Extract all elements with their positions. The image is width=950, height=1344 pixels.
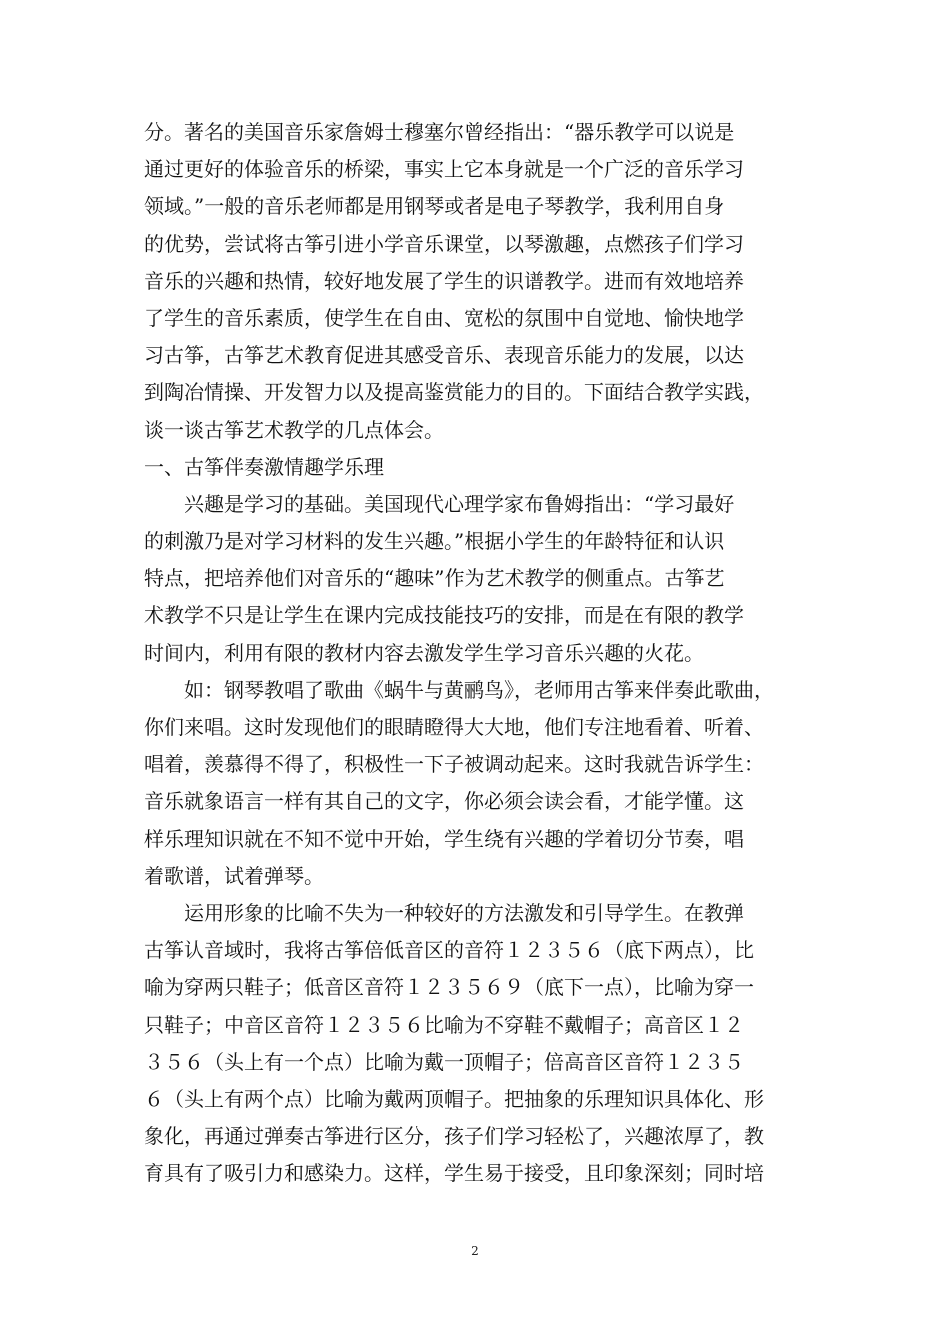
text-line: 习古筝，古筝艺术教育促进其感受音乐、表现音乐能力的发展，以达	[144, 343, 744, 368]
text-line: 育具有了吸引力和感染力。这样，学生易于接受，且印象深刻；同时培	[144, 1161, 764, 1186]
text-line: 唱着，羡慕得不得了，积极性一下子被调动起来。这时我就告诉学生：	[144, 752, 764, 777]
text-line: 着歌谱，试着弹琴。	[144, 863, 324, 888]
text-line: 时间内，利用有限的教材内容去激发学生学习音乐兴趣的火花。	[144, 640, 704, 665]
text-line: 到陶冶情操、开发智力以及提高鉴赏能力的目的。下面结合教学实践，	[144, 380, 764, 405]
text-line: 运用形象的比喻不失为一种较好的方法激发和引导学生。在教弹	[144, 900, 744, 925]
text-line: 音乐就象语言一样有其自己的文字，你必须会读会看，才能学懂。这	[144, 789, 744, 814]
page-number: 2	[471, 1244, 479, 1258]
text-line: 的刺激乃是对学习材料的发生兴趣。”根据小学生的年龄特征和认识	[144, 529, 725, 554]
body-text	[144, 114, 810, 1192]
text-line: 如：钢琴教唱了歌曲《蜗牛与黄鹂鸟》，老师用古筝来伴奏此歌曲，	[144, 677, 774, 702]
text-line: 领域。”一般的音乐老师都是用钢琴或者是电子琴教学，我利用自身	[144, 194, 725, 219]
text-line: 一、古筝伴奏激情趣学乐理	[144, 454, 384, 479]
text-line: 兴趣是学习的基础。美国现代心理学家布鲁姆指出：“学习最好	[144, 491, 735, 516]
text-line: 你们来唱。这时发现他们的眼睛瞪得大大地，他们专注地看着、听着、	[144, 715, 764, 739]
text-line: 喻为穿两只鞋子；低音区音符１２３５６９（底下一点），比喻为穿一	[144, 975, 754, 1000]
text-line: ３５６（头上有一个点）比喻为戴一顶帽子；倍高音区音符１２３５	[144, 1049, 744, 1074]
text-line: 分。著名的美国音乐家詹姆士穆塞尔曾经指出：“器乐教学可以说是	[144, 120, 735, 144]
text-line: 象化，再通过弹奏古筝进行区分，孩子们学习轻松了，兴趣浓厚了，教	[144, 1124, 764, 1149]
text-line: 音乐的兴趣和热情，较好地发展了学生的识谱教学。进而有效地培养	[144, 268, 744, 293]
text-line: 样乐理知识就在不知不觉中开始，学生绕有兴趣的学着切分节奏，唱	[144, 826, 744, 851]
text-line: 只鞋子；中音区音符１２３５６比喻为不穿鞋不戴帽子；高音区１２	[144, 1012, 744, 1037]
text-line: 术教学不只是让学生在课内完成技能技巧的安排，而是在有限的教学	[144, 603, 744, 628]
text-line: 古筝认音域时，我将古筝倍低音区的音符１２３５６（底下两点），比	[144, 938, 754, 963]
text-line: 了学生的音乐素质，使学生在自由、宽松的氛围中自觉地、愉快地学	[144, 305, 744, 330]
text-line: 通过更好的体验音乐的桥梁，事实上它本身就是一个广泛的音乐学习	[144, 157, 744, 182]
text-line: 谈一谈古筝艺术教学的几点体会。	[144, 417, 444, 442]
text-line: ６（头上有两个点）比喻为戴两顶帽子。把抽象的乐理知识具体化、形	[144, 1086, 764, 1111]
text-line: 特点，把培养他们对音乐的“趣味”作为艺术教学的侧重点。古筝艺	[144, 566, 725, 591]
text-line: 的优势，尝试将古筝引进小学音乐课堂，以琴激趣，点燃孩子们学习	[144, 231, 744, 256]
